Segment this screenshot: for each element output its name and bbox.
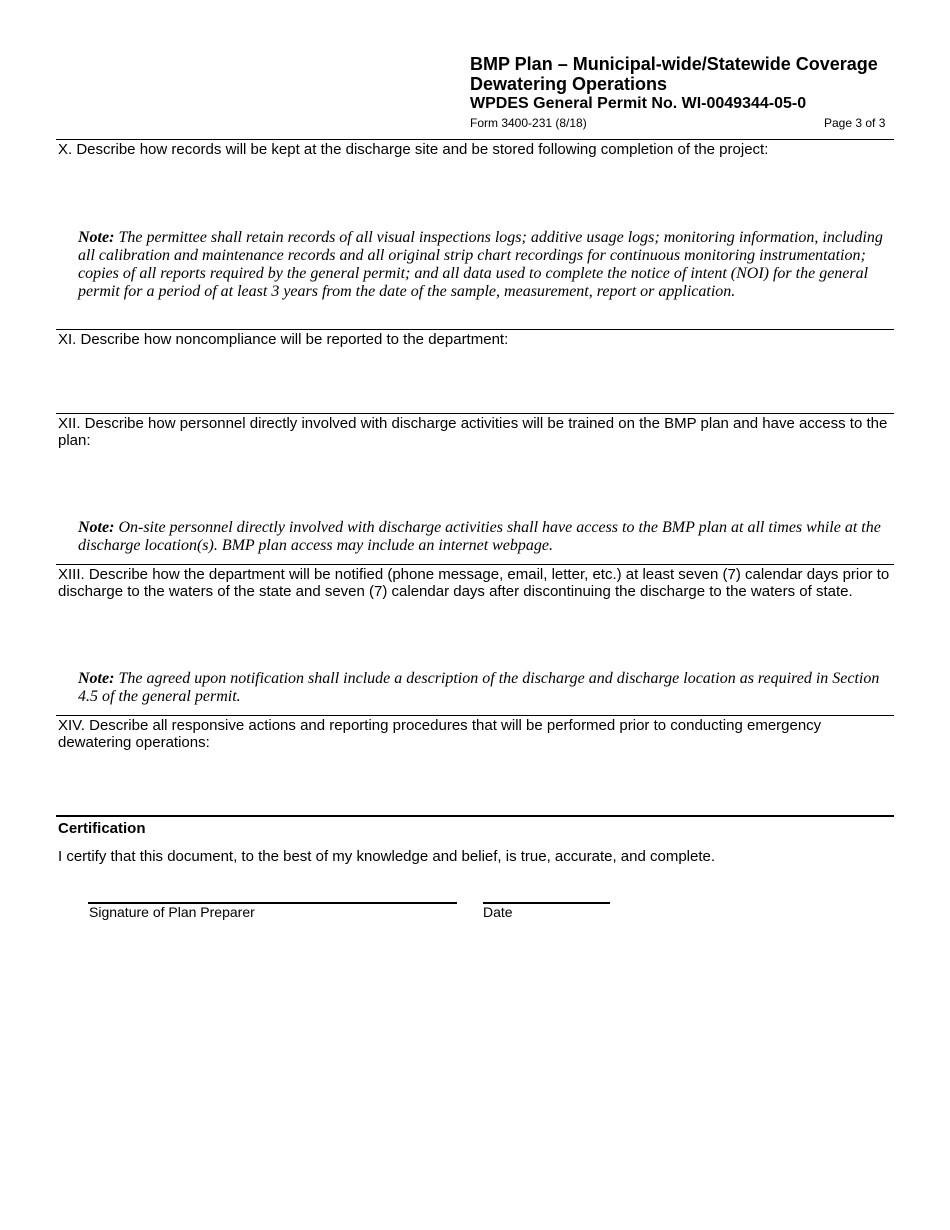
section-xiii-question: XIII. Describe how the department will be notified (phone message, email, letter, etc.) at least seven (7) calendar days prior to discharge to the waters of the state and seven (7) calendar days after discontinuing the discharge to the waters of state.	[58, 566, 890, 600]
section-divider	[56, 139, 894, 140]
form-number: Form 3400-231 (8/18)	[470, 116, 587, 130]
section-xi-answer-field[interactable]	[58, 350, 894, 410]
date-field[interactable]	[483, 878, 610, 902]
section-x-note	[78, 229, 894, 301]
section-divider	[56, 329, 894, 330]
note-label: Note:	[78, 670, 115, 687]
form-title: BMP Plan – Municipal-wide/Statewide Coverage	[470, 54, 878, 74]
note-text: The permittee shall retain records of all visual inspections logs; additive usage logs; monitoring information, including all calibration and maintenance records and all original strip chart recordings for continuous monitoring instrumentation; copies of all reports required by the general permit; and all data used to complete the notice of intent (NOI) for the general permit for a period of at least 3 years from the date of the sample, measurement, report or application.	[78, 229, 883, 300]
note-label: Note:	[78, 519, 115, 536]
permit-number: WPDES General Permit No. WI-0049344-05-0	[470, 95, 807, 112]
section-xiv-answer-field[interactable]	[58, 754, 894, 812]
section-xi-question: XI. Describe how noncompliance will be reported to the department:	[58, 331, 509, 348]
section-xiii-note	[78, 670, 894, 706]
section-divider	[56, 413, 894, 414]
certification-heading: Certification	[58, 820, 146, 837]
page-number: Page 3 of 3	[824, 116, 886, 130]
section-x-answer-field[interactable]	[58, 160, 894, 226]
section-divider	[56, 564, 894, 565]
certification-statement: I certify that this document, to the best of my knowledge and belief, is true, accurate, and complete.	[58, 848, 716, 865]
note-text: On-site personnel directly involved with discharge activities shall have access to the BMP plan at all times while at the discharge location(s). BMP plan access may include an internet webpage.	[78, 519, 881, 554]
date-label: Date	[483, 904, 513, 920]
section-xii-question: XII. Describe how personnel directly involved with discharge activities will be trained on the BMP plan and have access to the plan:	[58, 415, 888, 449]
note-label: Note:	[78, 229, 115, 246]
form-subtitle: Dewatering Operations	[470, 74, 668, 94]
section-divider	[56, 715, 894, 716]
section-xii-answer-field[interactable]	[58, 452, 894, 514]
section-x-question: X. Describe how records will be kept at the discharge site and be stored following completion of the project:	[58, 141, 769, 158]
section-xiv-question: XIV. Describe all responsive actions and reporting procedures that will be performed prior to conducting emergency dewatering operations:	[58, 717, 822, 751]
certification-divider	[56, 815, 894, 817]
signature-field[interactable]	[88, 878, 457, 902]
signature-label: Signature of Plan Preparer	[89, 904, 255, 920]
note-text: The agreed upon notification shall include a description of the discharge and discharge location as required in Section 4.5 of the general permit.	[78, 670, 880, 705]
section-xiii-answer-field[interactable]	[58, 603, 894, 665]
section-xii-note	[78, 519, 894, 555]
